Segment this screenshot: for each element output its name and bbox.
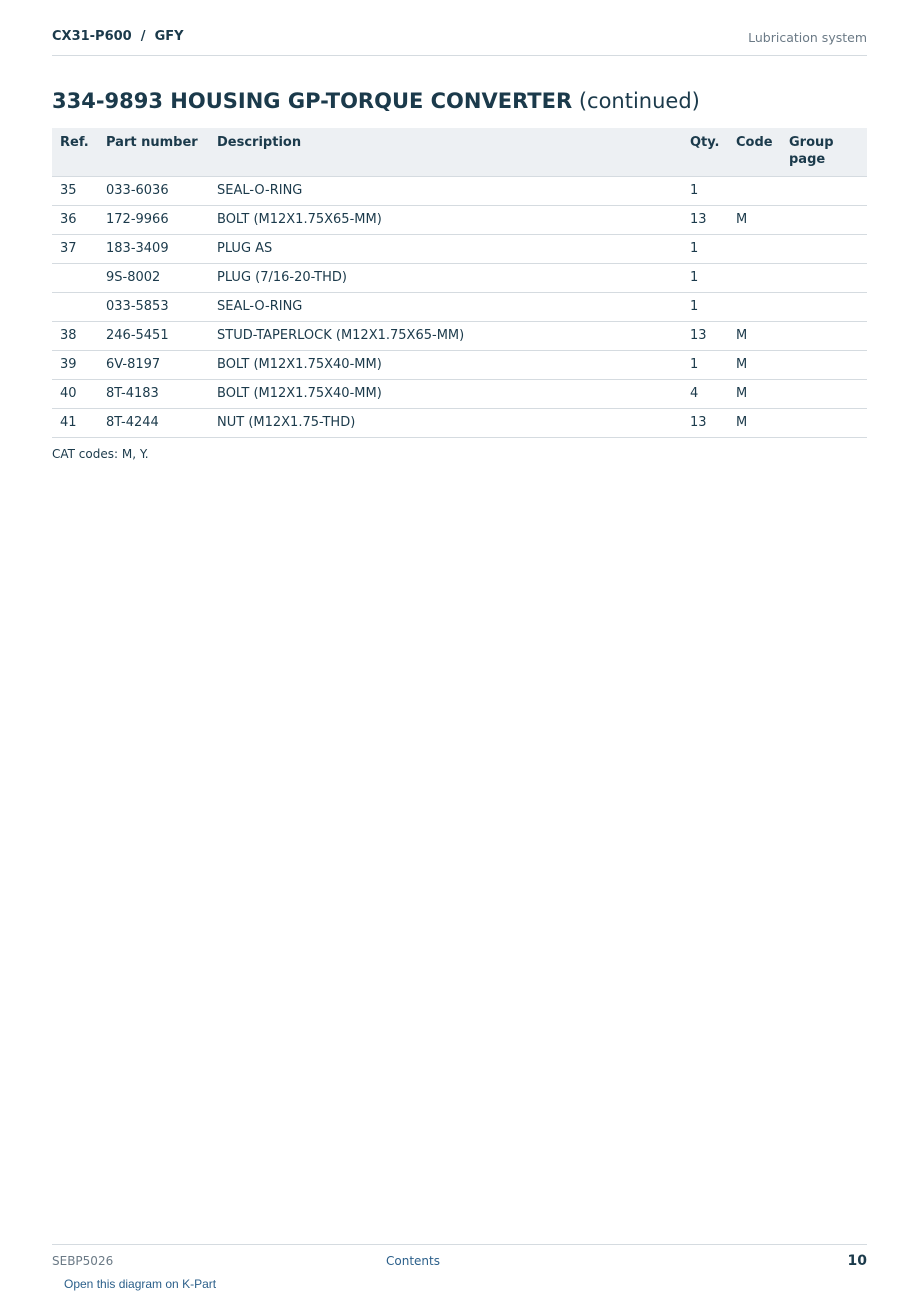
- cell-description: SEAL-O-RING: [209, 177, 682, 206]
- cell-ref: 37: [52, 235, 98, 264]
- cell-qty: 13: [682, 409, 728, 438]
- cell-part-number: 172-9966: [98, 206, 209, 235]
- table-row: [52, 206, 867, 235]
- cell-code: M: [728, 409, 781, 438]
- cell-code: M: [728, 380, 781, 409]
- table-row: [52, 409, 867, 438]
- document-id: CX31-P600 / GFY: [52, 29, 184, 44]
- cell-code: [728, 177, 781, 206]
- cell-qty: 4: [682, 380, 728, 409]
- cell-code: [728, 264, 781, 293]
- cell-qty: 13: [682, 322, 728, 351]
- parts-table-body: [52, 177, 867, 438]
- cell-ref: 35: [52, 177, 98, 206]
- col-part-number: Part number: [98, 128, 209, 177]
- cell-part-number: 033-6036: [98, 177, 209, 206]
- col-group-page: Group page: [781, 128, 867, 177]
- cell-qty: 1: [682, 177, 728, 206]
- cell-group-page: [781, 380, 867, 409]
- cell-ref: 36: [52, 206, 98, 235]
- cell-part-number: 8T-4244: [98, 409, 209, 438]
- cell-group-page: [781, 409, 867, 438]
- cell-description: PLUG (7/16-20-THD): [209, 264, 682, 293]
- kpart-diagram-link[interactable]: Open this diagram on K-Part: [64, 1277, 217, 1291]
- cell-qty: 1: [682, 264, 728, 293]
- page-title: [52, 89, 700, 113]
- cell-part-number: 183-3409: [98, 235, 209, 264]
- cell-part-number: 6V-8197: [98, 351, 209, 380]
- col-qty: Qty.: [682, 128, 728, 177]
- cell-description: BOLT (M12X1.75X40-MM): [209, 351, 682, 380]
- cell-group-page: [781, 293, 867, 322]
- page-header: [52, 28, 867, 56]
- cell-description: BOLT (M12X1.75X65-MM): [209, 206, 682, 235]
- col-description: Description: [209, 128, 682, 177]
- cell-group-page: [781, 322, 867, 351]
- footer-doc-number: SEBP5026: [52, 1254, 114, 1268]
- table-row: [52, 380, 867, 409]
- table-row: [52, 293, 867, 322]
- cell-group-page: [781, 235, 867, 264]
- cell-group-page: [781, 351, 867, 380]
- cell-description: BOLT (M12X1.75X40-MM): [209, 380, 682, 409]
- cell-part-number: 9S-8002: [98, 264, 209, 293]
- cell-ref: [52, 293, 98, 322]
- title-main: 334-9893 HOUSING GP-TORQUE CONVERTER: [52, 89, 573, 113]
- title-suffix: (continued): [572, 89, 700, 113]
- cell-group-page: [781, 206, 867, 235]
- cell-code: M: [728, 351, 781, 380]
- col-ref: Ref.: [52, 128, 98, 177]
- table-row: [52, 235, 867, 264]
- table-row: [52, 322, 867, 351]
- cell-qty: 1: [682, 351, 728, 380]
- cell-code: [728, 293, 781, 322]
- cell-group-page: [781, 177, 867, 206]
- cat-codes-note: CAT codes: M, Y.: [52, 447, 149, 461]
- table-row: [52, 264, 867, 293]
- cell-ref: 41: [52, 409, 98, 438]
- col-code: Code: [728, 128, 781, 177]
- cell-description: SEAL-O-RING: [209, 293, 682, 322]
- cell-code: M: [728, 206, 781, 235]
- cell-part-number: 246-5451: [98, 322, 209, 351]
- cell-description: PLUG AS: [209, 235, 682, 264]
- cell-code: [728, 235, 781, 264]
- table-row: [52, 177, 867, 206]
- cell-part-number: 8T-4183: [98, 380, 209, 409]
- section-name: Lubrication system: [748, 30, 867, 45]
- table-row: [52, 351, 867, 380]
- cell-group-page: [781, 264, 867, 293]
- page-number: 10: [847, 1253, 867, 1269]
- cell-ref: 38: [52, 322, 98, 351]
- cell-code: M: [728, 322, 781, 351]
- cell-ref: 39: [52, 351, 98, 380]
- contents-link[interactable]: Contents: [386, 1254, 440, 1268]
- cell-description: STUD-TAPERLOCK (M12X1.75X65-MM): [209, 322, 682, 351]
- cell-part-number: 033-5853: [98, 293, 209, 322]
- cell-ref: [52, 264, 98, 293]
- cell-ref: 40: [52, 380, 98, 409]
- cell-description: NUT (M12X1.75-THD): [209, 409, 682, 438]
- cell-qty: 1: [682, 293, 728, 322]
- cell-qty: 13: [682, 206, 728, 235]
- parts-table-header: [52, 128, 867, 177]
- parts-table: [52, 128, 867, 438]
- header-row: [52, 128, 867, 177]
- cell-qty: 1: [682, 235, 728, 264]
